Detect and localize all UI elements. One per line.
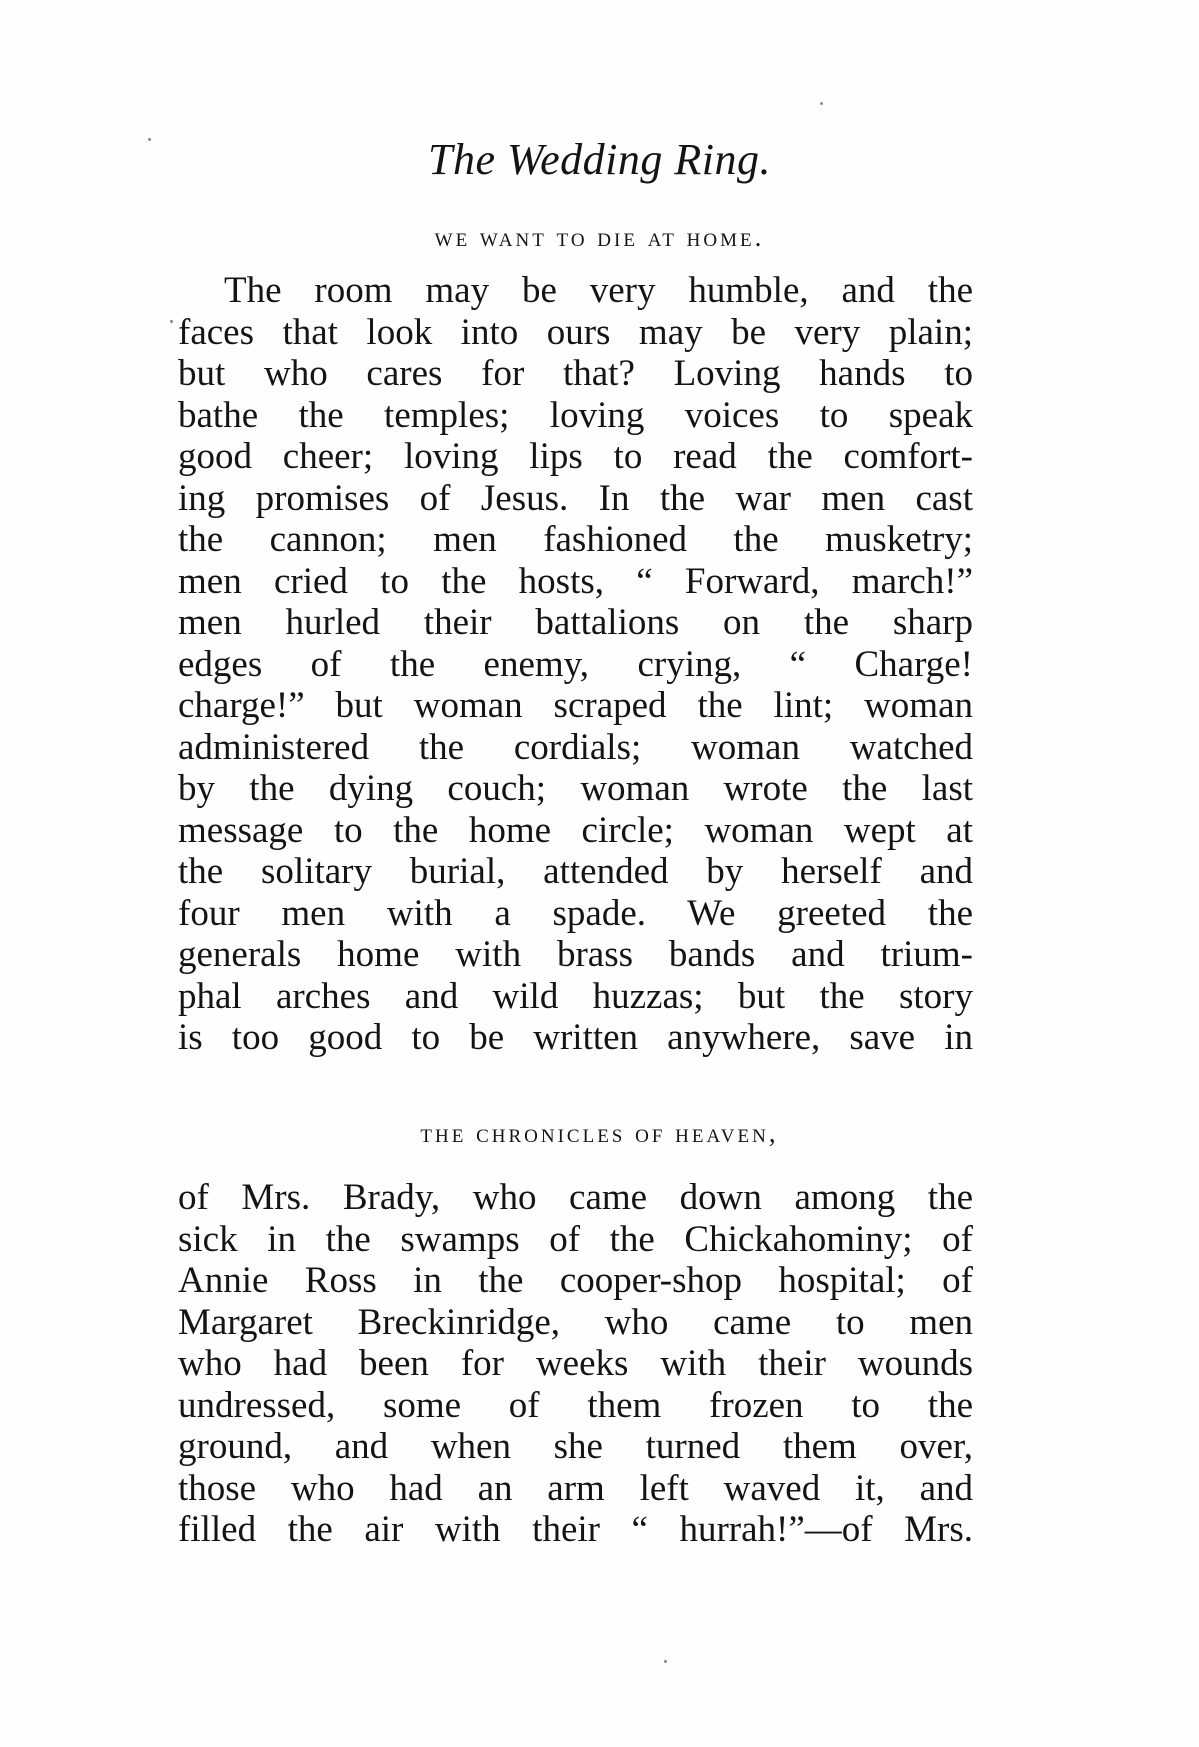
- text-line: by the dying couch; woman wrote the last: [178, 768, 973, 809]
- text-line: Margaret Breckinridge, who came to men: [178, 1301, 973, 1343]
- text-line: bathe the temples; loving voices to speak: [178, 394, 973, 436]
- text-line: faces that look into ours may be very plain;: [178, 311, 973, 353]
- section-heading-chronicles: the chronicles of heaven,: [420, 1118, 779, 1148]
- text-line: ing promises of Jesus. In the war men cast: [178, 477, 973, 519]
- text-line: filled the air with their “ hurrah!”—of Mrs.: [178, 1509, 973, 1550]
- text-line: sick in the swamps of the Chickahominy; of: [178, 1218, 973, 1260]
- text-line: those who had an arm left waved it, and: [178, 1467, 973, 1509]
- text-line: the cannon; men fashioned the musketry;: [178, 519, 973, 560]
- text-line: who had been for weeks with their wounds: [178, 1343, 973, 1384]
- text-line: generals home with brass bands and trium-: [178, 934, 973, 975]
- paragraph-1: [178, 270, 973, 1059]
- text-line: edges of the enemy, crying, “ Charge!: [178, 643, 973, 685]
- text-line: ground, and when she turned them over,: [178, 1426, 973, 1467]
- running-head: The Wedding Ring.: [428, 135, 771, 184]
- text-line: The room may be very humble, and the: [224, 270, 973, 311]
- print-speck: [664, 1660, 667, 1663]
- text-line: undressed, some of them frozen to the: [178, 1384, 973, 1426]
- text-line: charge!” but woman scraped the lint; woman: [178, 685, 973, 726]
- print-speck: [820, 102, 823, 105]
- section-heading-die-at-home: we want to die at home.: [434, 222, 765, 252]
- text-line: message to the home circle; woman wept at: [178, 809, 973, 851]
- text-line: four men with a spade. We greeted the: [178, 892, 973, 934]
- print-speck: [170, 320, 173, 323]
- text-line: phal arches and wild huzzas; but the story: [178, 975, 973, 1017]
- text-line: is too good to be written anywhere, save in: [178, 1017, 973, 1058]
- text-line: Annie Ross in the cooper-shop hospital; of: [178, 1260, 973, 1301]
- text-line: men cried to the hosts, “ Forward, march!”: [178, 560, 973, 602]
- text-line: administered the cordials; woman watched: [178, 726, 973, 768]
- text-line: the solitary burial, attended by herself and: [178, 851, 973, 892]
- text-line: of Mrs. Brady, who came down among the: [178, 1177, 973, 1218]
- text-line: but who cares for that? Loving hands to: [178, 353, 973, 394]
- print-speck: [148, 138, 151, 141]
- paragraph-2: [178, 1177, 973, 1551]
- text-line: men hurled their battalions on the sharp: [178, 602, 973, 643]
- text-line: good cheer; loving lips to read the comfort-: [178, 436, 973, 477]
